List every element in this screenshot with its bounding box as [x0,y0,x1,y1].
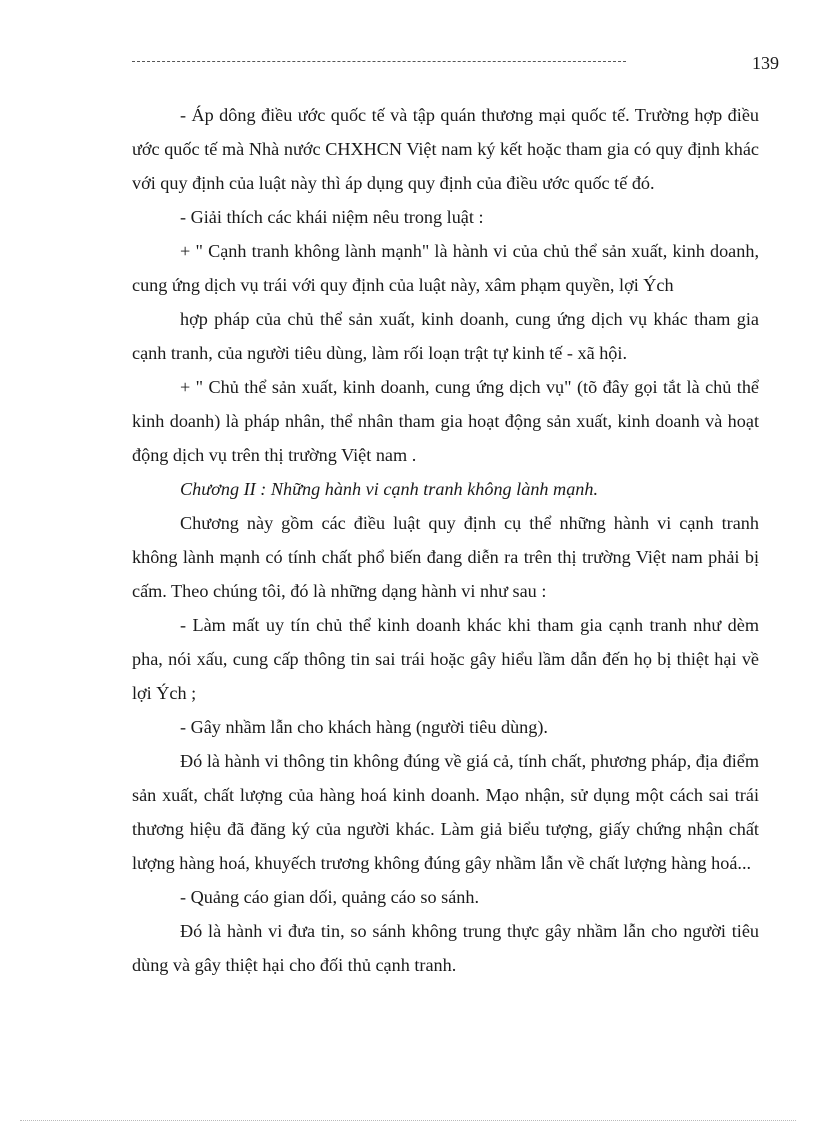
header-divider [132,61,626,62]
paragraph-discrediting: - Làm mất uy tín chủ thể kinh doanh khác khi tham gia cạnh tranh như dèm pha, nói xấu, cung cấp thông tin sai trái hoặc gây hiểu lầm dẫn đến họ bị thiệt hại về lợi Ých ; [132,615,759,703]
paragraph-misleading-explanation: Đó là hành vi thông tin không đúng về giá cả, tính chất, phương pháp, địa điểm sản xuất, chất lượng của hàng hoá kinh doanh. Mạo nhận, sử dụng một cách sai trái thương hiệu đã đăng ký của người khác. Làm giả biểu tượng, giấy chứng nhận chất lượng hàng hoá, khuyếch trương không đúng gây nhầm lẫn về chất lượng hàng hoá... [132,751,759,873]
paragraph-deceptive-advertising: - Quảng cáo gian dối, quảng cáo so sánh. [180,887,480,907]
paragraph-chapter-summary: Chương này gồm các điều luật quy định cụ thể những hành vi cạnh tranh không lành mạnh có tính chất phổ biến đang diễn ra trên thị trường Việt nam phải bị cấm. Theo chúng tôi, đó là những dạng hành vi như sau : [132,513,759,601]
document-body [132,98,759,982]
paragraph-advertising-explanation: Đó là hành vi đưa tin, so sánh không trung thực gây nhầm lẫn cho người tiêu dùng và gây thiệt hại cho đối thủ cạnh tranh. [132,921,759,975]
paragraph-treaty-application: - Áp dông điều ước quốc tế và tập quán thương mại quốc tế. Trường hợp điều ước quốc tế mà Nhà nước CHXHCN Việt nam ký kết hoặc tham gia có quy định khác với quy định của luật này thì áp dụng quy định của điều ước quốc tế đó. [132,105,759,193]
paragraph-definitions-intro: - Giải thích các khái niệm nêu trong luật : [180,207,484,227]
paragraph-unfair-competition-continued: hợp pháp của chủ thể sản xuất, kinh doanh, cung ứng dịch vụ khác tham gia cạnh tranh, của người tiêu dùng, làm rối loạn trật tự kinh tế - xã hội. [132,309,759,363]
footer-divider [20,1120,796,1121]
paragraph-business-entity-definition: + " Chủ thể sản xuất, kinh doanh, cung ứng dịch vụ" (tõ đây gọi tắt là chủ thể kinh doanh) là pháp nhân, thể nhân tham gia hoạt động sản xuất, kinh doanh và hoạt động dịch vụ trên thị trường Việt nam . [132,377,759,465]
chapter-heading: Chương II : Những hành vi cạnh tranh không lành mạnh. [180,479,599,499]
paragraph-unfair-competition-definition: + " Cạnh tranh không lành mạnh" là hành vi của chủ thể sản xuất, kinh doanh, cung ứng dịch vụ trái với quy định của luật này, xâm phạm quyền, lợi Ých [132,241,759,295]
paragraph-misleading-customers: - Gây nhầm lẫn cho khách hàng (người tiêu dùng). [180,717,548,737]
page-number: 139 [752,53,779,73]
